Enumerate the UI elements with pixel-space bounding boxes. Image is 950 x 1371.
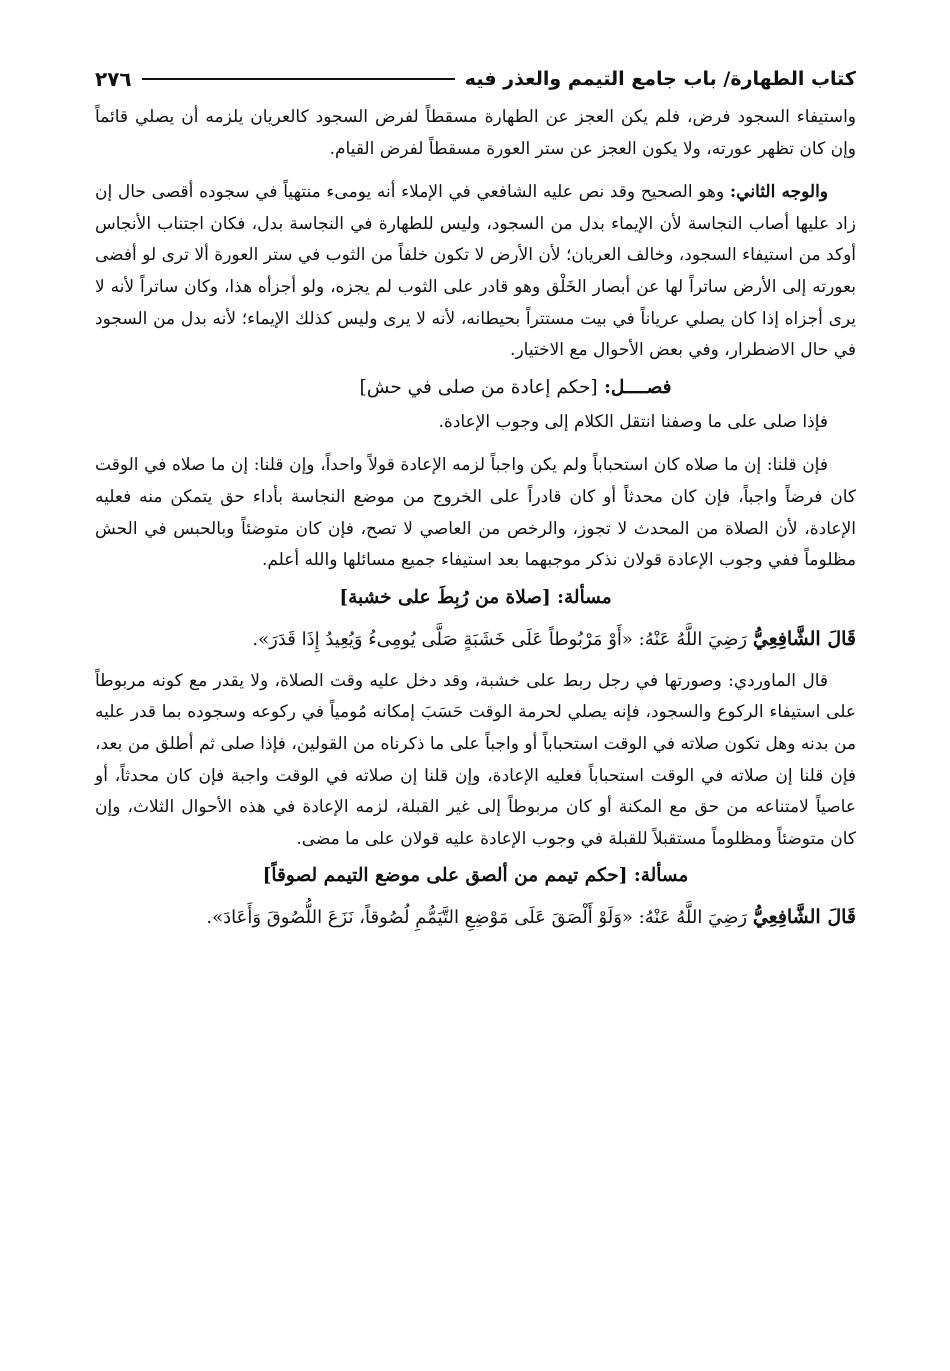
page-body	[95, 102, 856, 936]
masala-2-heading: مسألة: [حكم تيمم من ألصق على موضع التيمم لصوقاً]	[262, 865, 689, 887]
paragraph-3: فإذا صلى على ما وصفنا انتقل الكلام إلى وجوب الإعادة.	[438, 411, 828, 432]
fasl-label: فصــــل:	[604, 376, 672, 398]
page-number: ٢٧٦	[95, 67, 132, 91]
verse-1-text: رَضِيَ اللَّهُ عَنْهُ: «أَوْ مَرْبُوطاً عَلَى خَشَبَةٍ صَلَّى يُومِىءُ وَيُعِيدُ إِذَا قَدَرَ».	[252, 628, 748, 650]
verse-2-speaker: قَالَ الشَّافِعِيُّ	[752, 906, 856, 929]
paragraph-5: قال الماوردي: وصورتها في رجل ربط على خشبة، وقد دخل عليه وقت الصلاة، ولا يقدر مع كونه مربوطاً على استيفاء الركوع والسجود، فإنه يصلي لحرمة الوقت حَسَبَ إمكانه مُومياً في ركوعه وسجوده بما قدر عليه من بدنه وهل تكون صلاته في الوقت استحباباً أو واجباً على ما ذكرناه من القولين، فإذا صلى ثم أطلق من بعد، فإن قلنا إن صلاته في الوقت استحباباً فعليه الإعادة، وإن قلنا إن صلاته في الوقت واجبة فإن كان محدثاً، أو عاصياً لامتناعه من حق مع المكنة أو كان مربوطاً إلى غير القبلة، لزمه الإعادة في هذه الأحوال الثلاث، وإن كان متوضئاً ومظلوماً مستقبلاً للقبلة في وجوب الإعادة عليه قولان على ما مضى.	[95, 670, 856, 849]
verse-1	[95, 621, 856, 658]
fasl-heading	[95, 369, 856, 407]
masala-1-heading: مسألة: [صلاة من رُبِطَ على خشبة]	[339, 586, 612, 608]
paragraph-2-body: وهو الصحيح وقد نص عليه الشافعي في الإملاء أنه يومىء منتهياً في سجوده أقصى حال إن زاد عليها أصاب النجاسة لأن الإيماء بدل من السجود، وليس للطهارة في النجاسة بدل، فكان اجتناب الأنجاس أوكد من استيفاء السجود، وخالف العريان؛ لأن الأرض لا تكون خلفاً من الثوب في ستر العورة ألا ترى لو أفضى بعورته إلى الأرض ساتراً لها عن أبصار الخَلْق وهو قادر على الثوب لم يجزه، ولو أجزأه هذا، وكان ساتراً لأنه لا يرى أجزاه إذا كان يصلي عرياناً في بيت مستتراً بحيطانه، لأنه لا يرى وليس كذلك الإيماء؛ لأنه بدل من السجود في حال الاضطرار، وفي بعض الأحوال مع الاختيار.	[95, 182, 856, 361]
verse-2-text: رَضِيَ اللَّهُ عَنْهُ: «وَلَوْ أَلْصَقَ عَلَى مَوْضِعِ التَّيَمُّمِ لُصُوقاً، نَزَعَ اللُّصُوقَ وَأَعَادَ».	[206, 907, 748, 929]
verse-1-speaker: قَالَ الشَّافِعِيُّ	[752, 627, 856, 650]
paragraph-4: فإن قلنا: إن ما صلاه كان استحباباً ولم يكن واجباً لزمه الإعادة قولاً واحداً، وإن قلنا: إن ما صلاه في الوقت كان فرضاً واجباً، فإن كان محدثاً أو كان قادراً على الخروج من موضع النجاسة بأداء حق يتمكن منه فعليه الإعادة، لأن الصلاة من المحدث لا تجوز، والرخص من العاصي لا تصح، فإن كان متوضئاً وبالحبس في الحش مظلوماً ففي وجوب الإعادة قولان نذكر موجبهما بعد استيفاء جميع مسائلها والله أعلم.	[95, 455, 856, 571]
book-page	[95, 62, 856, 944]
page-header	[95, 62, 856, 96]
paragraph-1: واستيفاء السجود فرض، فلم يكن العجز عن الطهارة مسقطاً لفرض السجود كالعريان يلزمه أن يصلي قائماً وإن كان تظهر عورته، ولا يكون العجز عن ستر العورة مسقطاً لفرض القيام.	[95, 107, 856, 159]
fasl-title: [حكم إعادة من صلى في حش]	[359, 376, 598, 398]
header-rule	[142, 78, 455, 80]
running-title: كتاب الطهارة/ باب جامع التيمم والعذر فيه	[464, 68, 856, 90]
verse-2	[95, 899, 856, 936]
paragraph-2	[95, 177, 856, 367]
paragraph-2-lead: والوجه الثاني:	[729, 182, 829, 203]
